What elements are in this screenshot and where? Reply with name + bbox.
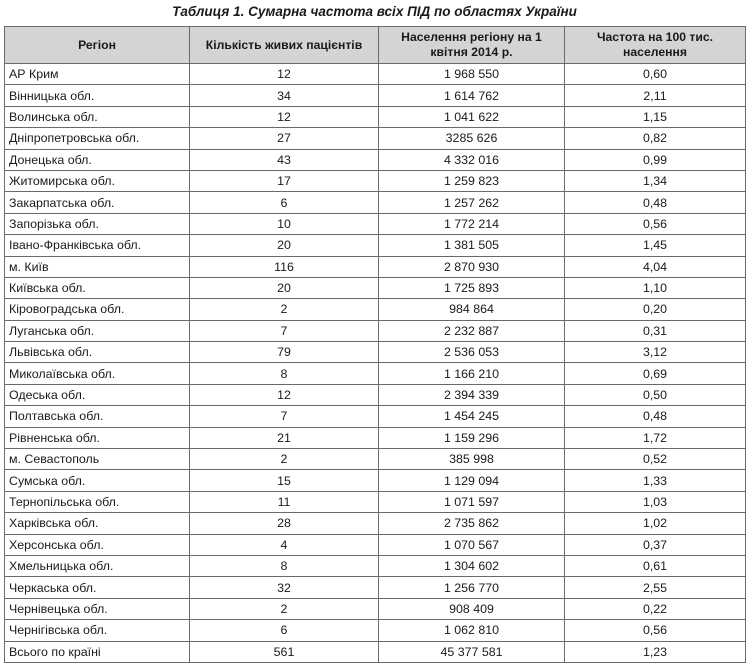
frequency-cell: 0,82 bbox=[565, 128, 746, 149]
frequency-cell: 1,10 bbox=[565, 277, 746, 298]
table-row bbox=[5, 170, 746, 191]
frequency-cell: 0,69 bbox=[565, 363, 746, 384]
population-cell: 1 159 296 bbox=[379, 427, 565, 448]
table-row bbox=[5, 363, 746, 384]
table-row bbox=[5, 534, 746, 555]
population-cell: 1 968 550 bbox=[379, 64, 565, 85]
table-row bbox=[5, 491, 746, 512]
region-cell: Кіровоградська обл. bbox=[5, 299, 190, 320]
patients-cell: 79 bbox=[190, 342, 379, 363]
table-header bbox=[5, 27, 746, 64]
table-row bbox=[5, 406, 746, 427]
frequency-cell: 0,61 bbox=[565, 555, 746, 576]
region-cell: Всього по країні bbox=[5, 641, 190, 662]
region-cell: Чернігівська обл. bbox=[5, 620, 190, 641]
header-row bbox=[5, 27, 746, 64]
patients-cell: 561 bbox=[190, 641, 379, 662]
population-cell: 1 454 245 bbox=[379, 406, 565, 427]
region-cell: Львівська обл. bbox=[5, 342, 190, 363]
population-cell: 1 070 567 bbox=[379, 534, 565, 555]
frequency-cell: 3,12 bbox=[565, 342, 746, 363]
region-cell: Волинська обл. bbox=[5, 106, 190, 127]
table-row bbox=[5, 320, 746, 341]
frequency-cell: 1,02 bbox=[565, 513, 746, 534]
region-cell: Закарпатська обл. bbox=[5, 192, 190, 213]
table-row bbox=[5, 384, 746, 405]
patients-cell: 20 bbox=[190, 277, 379, 298]
population-cell: 1 062 810 bbox=[379, 620, 565, 641]
frequency-cell: 0,52 bbox=[565, 449, 746, 470]
patients-cell: 34 bbox=[190, 85, 379, 106]
region-cell: Херсонська обл. bbox=[5, 534, 190, 555]
column-header-frequency: Частота на 100 тис. населення bbox=[565, 27, 746, 64]
patients-cell: 7 bbox=[190, 406, 379, 427]
population-cell: 1 381 505 bbox=[379, 235, 565, 256]
region-cell: АР Крим bbox=[5, 64, 190, 85]
table-body bbox=[5, 64, 746, 663]
table-row bbox=[5, 85, 746, 106]
patients-cell: 43 bbox=[190, 149, 379, 170]
table-row bbox=[5, 620, 746, 641]
frequency-cell: 1,15 bbox=[565, 106, 746, 127]
region-cell: Дніпропетровська обл. bbox=[5, 128, 190, 149]
frequency-cell: 1,03 bbox=[565, 491, 746, 512]
patients-cell: 12 bbox=[190, 106, 379, 127]
table-row bbox=[5, 277, 746, 298]
table-caption: Таблиця 1. Сумарна частота всіх ПІД по областях України bbox=[172, 4, 577, 19]
population-cell: 1 129 094 bbox=[379, 470, 565, 491]
region-cell: Вінницька обл. bbox=[5, 85, 190, 106]
table-row bbox=[5, 256, 746, 277]
region-cell: Донецька обл. bbox=[5, 149, 190, 170]
population-cell: 1 725 893 bbox=[379, 277, 565, 298]
region-cell: Полтавська обл. bbox=[5, 406, 190, 427]
region-cell: Харківська обл. bbox=[5, 513, 190, 534]
population-cell: 45 377 581 bbox=[379, 641, 565, 662]
patients-cell: 2 bbox=[190, 598, 379, 619]
population-cell: 385 998 bbox=[379, 449, 565, 470]
region-cell: м. Київ bbox=[5, 256, 190, 277]
patients-cell: 116 bbox=[190, 256, 379, 277]
population-cell: 1 166 210 bbox=[379, 363, 565, 384]
table-row bbox=[5, 213, 746, 234]
frequency-cell: 0,48 bbox=[565, 192, 746, 213]
frequency-cell: 0,31 bbox=[565, 320, 746, 341]
region-cell: Запорізька обл. bbox=[5, 213, 190, 234]
table-row bbox=[5, 342, 746, 363]
table-row bbox=[5, 64, 746, 85]
patients-cell: 8 bbox=[190, 363, 379, 384]
frequency-cell: 0,60 bbox=[565, 64, 746, 85]
table-row bbox=[5, 149, 746, 170]
table-row bbox=[5, 470, 746, 491]
region-cell: Рівненська обл. bbox=[5, 427, 190, 448]
region-cell: м. Севастополь bbox=[5, 449, 190, 470]
population-cell: 1 772 214 bbox=[379, 213, 565, 234]
table-row bbox=[5, 598, 746, 619]
table-row bbox=[5, 427, 746, 448]
population-cell: 984 864 bbox=[379, 299, 565, 320]
frequency-cell: 1,23 bbox=[565, 641, 746, 662]
region-cell: Сумська обл. bbox=[5, 470, 190, 491]
table-row bbox=[5, 641, 746, 662]
patients-cell: 12 bbox=[190, 64, 379, 85]
frequency-cell: 0,99 bbox=[565, 149, 746, 170]
population-cell: 2 870 930 bbox=[379, 256, 565, 277]
region-cell: Одеська обл. bbox=[5, 384, 190, 405]
table-row bbox=[5, 192, 746, 213]
patients-cell: 27 bbox=[190, 128, 379, 149]
frequency-cell: 0,37 bbox=[565, 534, 746, 555]
table-row bbox=[5, 128, 746, 149]
population-cell: 908 409 bbox=[379, 598, 565, 619]
table-row bbox=[5, 235, 746, 256]
frequency-table bbox=[4, 26, 746, 663]
patients-cell: 8 bbox=[190, 555, 379, 576]
population-cell: 3285 626 bbox=[379, 128, 565, 149]
population-cell: 1 071 597 bbox=[379, 491, 565, 512]
patients-cell: 2 bbox=[190, 449, 379, 470]
column-header-population: Населення регіону на 1 квітня 2014 р. bbox=[379, 27, 565, 64]
frequency-cell: 1,45 bbox=[565, 235, 746, 256]
frequency-cell: 4,04 bbox=[565, 256, 746, 277]
frequency-cell: 0,56 bbox=[565, 620, 746, 641]
region-cell: Миколаївська обл. bbox=[5, 363, 190, 384]
frequency-cell: 1,34 bbox=[565, 170, 746, 191]
region-cell: Луганська обл. bbox=[5, 320, 190, 341]
region-cell: Чернівецька обл. bbox=[5, 598, 190, 619]
patients-cell: 12 bbox=[190, 384, 379, 405]
population-cell: 2 394 339 bbox=[379, 384, 565, 405]
region-cell: Черкаська обл. bbox=[5, 577, 190, 598]
frequency-cell: 2,11 bbox=[565, 85, 746, 106]
frequency-cell: 0,22 bbox=[565, 598, 746, 619]
table-row bbox=[5, 577, 746, 598]
column-header-region: Регіон bbox=[5, 27, 190, 64]
patients-cell: 32 bbox=[190, 577, 379, 598]
region-cell: Івано-Франківська обл. bbox=[5, 235, 190, 256]
table-row bbox=[5, 106, 746, 127]
patients-cell: 15 bbox=[190, 470, 379, 491]
population-cell: 1 041 622 bbox=[379, 106, 565, 127]
patients-cell: 21 bbox=[190, 427, 379, 448]
frequency-cell: 0,20 bbox=[565, 299, 746, 320]
population-cell: 1 257 262 bbox=[379, 192, 565, 213]
population-cell: 1 304 602 bbox=[379, 555, 565, 576]
patients-cell: 28 bbox=[190, 513, 379, 534]
patients-cell: 10 bbox=[190, 213, 379, 234]
population-cell: 4 332 016 bbox=[379, 149, 565, 170]
patients-cell: 17 bbox=[190, 170, 379, 191]
table-row bbox=[5, 449, 746, 470]
population-cell: 1 259 823 bbox=[379, 170, 565, 191]
region-cell: Тернопільська обл. bbox=[5, 491, 190, 512]
frequency-cell: 1,72 bbox=[565, 427, 746, 448]
patients-cell: 11 bbox=[190, 491, 379, 512]
region-cell: Житомирська обл. bbox=[5, 170, 190, 191]
region-cell: Хмельницька обл. bbox=[5, 555, 190, 576]
frequency-cell: 0,50 bbox=[565, 384, 746, 405]
population-cell: 2 536 053 bbox=[379, 342, 565, 363]
patients-cell: 6 bbox=[190, 620, 379, 641]
frequency-cell: 0,56 bbox=[565, 213, 746, 234]
population-cell: 1 256 770 bbox=[379, 577, 565, 598]
table-row bbox=[5, 513, 746, 534]
patients-cell: 2 bbox=[190, 299, 379, 320]
population-cell: 2 232 887 bbox=[379, 320, 565, 341]
frequency-cell: 2,55 bbox=[565, 577, 746, 598]
patients-cell: 4 bbox=[190, 534, 379, 555]
patients-cell: 7 bbox=[190, 320, 379, 341]
column-header-patients: Кількість живих пацієнтів bbox=[190, 27, 379, 64]
table-row bbox=[5, 555, 746, 576]
population-cell: 2 735 862 bbox=[379, 513, 565, 534]
frequency-cell: 1,33 bbox=[565, 470, 746, 491]
frequency-cell: 0,48 bbox=[565, 406, 746, 427]
region-cell: Київська обл. bbox=[5, 277, 190, 298]
patients-cell: 6 bbox=[190, 192, 379, 213]
population-cell: 1 614 762 bbox=[379, 85, 565, 106]
table-row bbox=[5, 299, 746, 320]
patients-cell: 20 bbox=[190, 235, 379, 256]
